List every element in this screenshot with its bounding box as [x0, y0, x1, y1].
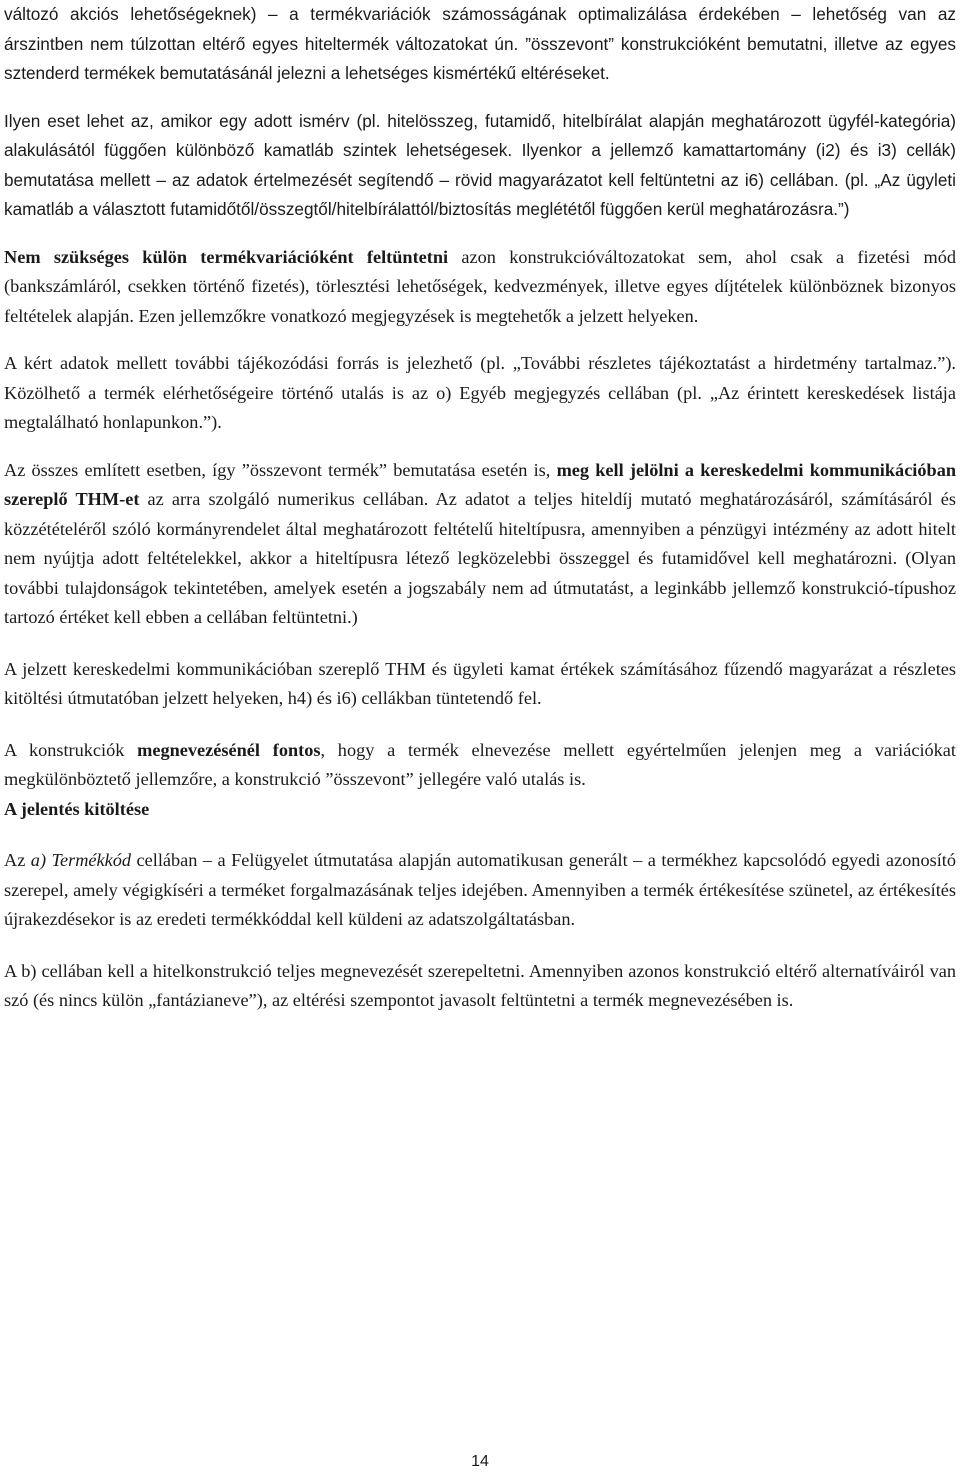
paragraph-thm-requirement — [4, 456, 956, 633]
paragraph-example-text: Ilyen eset lehet az, amikor egy adott ismérv (pl. hitelösszeg, futamidő, hitelbírálat alapján meghatározott ügyfél-kategória) alakulásától függően különböző kamatláb szintek lehetségesek. Ilyenkor a jellemző kamattartomány (i2) és i3) cellák) bemutatása mellett – az adatok értelmezését segítendő – rövid magyarázatot kell feltüntetni az i6) cellában. (pl. „Az ügyleti kamatláb a választott futamidőtől/összegtől/hitelbírálattól/biztosítás meglététől függően kerül meghatározásra.”) — [4, 110, 956, 219]
paragraph-product-code-text-1: Az — [4, 850, 31, 870]
paragraph-intro-continued: változó akciós lehetőségeknek) – a termékvariációk számosságának optimalizálása érdekében – lehetőség van az árszintben nem túlzottan eltérő egyes hiteltermék változatokat ún. ”összevont” konstrukcióként bemutatni, illetve az egyes sztenderd termékek bemutatásánál jelezni a lehetséges kismértékű eltéréseket. — [4, 4, 956, 83]
bold-phrase-thm: meg kell jelölni a kereskedelmi kommunikációban szereplő THM-et — [4, 459, 957, 509]
paragraph-naming-text-1: A konstrukciók — [4, 739, 138, 760]
paragraph-thm-text-1: Az összes említett esetben, így ”összevont termék” bemutatása esetén is, — [4, 459, 557, 480]
document-page — [4, 0, 956, 1016]
paragraph-product-name: A b) cellában kell a hitelkonstrukció teljes megnevezését szerepeltetni. Amennyiben azonos konstrukció eltérő alternatíváiról van szó (és nincs külön „fantázianeve”), az eltérési szempontot javasolt feltüntetni a termék megnevezésében is. — [4, 960, 956, 1010]
paragraph-thm-explanation: A jelzett kereskedelmi kommunikációban szereplő THM és ügyleti kamat értékek számításához fűzendő magyarázat a részletes kitöltési útmutatóban jelzett helyeken, h4) és i6) cellákban tüntetendő fel. — [4, 658, 956, 708]
paragraph-thm-text-2: az arra szolgáló numerikus cellában. Az adatot a teljes hiteldíj mutató meghatározásáról, számításáról és közzétételéről szóló kormányrendelet által meghatározott feltételű hiteltípusra, amennyiben a pénzügyi intézmény az adott hitelt nem nyújtja adott feltételekkel, akkor a hiteltípusra létező legközelebbi összeggel és futamidővel kell meghatározni. (Olyan további tulajdonságok tekintetében, amelyek esetén a jogszabály nem ad útmutatást, a leginkább jellemző konstrukció-típushoz tartozó értéket kell ebben a cellában feltüntetni.) — [4, 489, 956, 627]
italic-phrase-product-code: a) Termékkód — [30, 850, 132, 870]
paragraph-product-code-text-2: cellában – a Felügyelet útmutatása alapján automatikusan generált – a termékhez kapcsolódó egyedi azonosító szerepel, amely végigkíséri a terméket forgalmazásának teljes idejében. Amennyiben a termék értékesítése szünetel, az értékesítés újrakezdésekor is az eredeti termékkóddal kell küldeni az adatszolgáltatásban. — [4, 850, 956, 929]
paragraph-example-case — [4, 107, 956, 225]
paragraph-no-separate-variant-text: azon konstrukcióváltozatokat sem, ahol csak a fizetési mód (bankszámláról, csekken történő fizetés), törlesztési lehetőségek, kedvezmények, illetve egyes díjtételek különböznek bizonyos feltételek alapján. Ezen jellemzőkre vonatkozó megjegyzések is megtehetők a jelzett helyeken. — [4, 246, 956, 326]
section-heading: A jelentés kitöltése — [4, 798, 150, 819]
paragraph-naming-text-2: , hogy a termék elnevezése mellett egyértelműen jelenjen meg a variációkat megkülönböztető jellemzőre, a konstrukció ”összevont” jellegére való utalás is. — [4, 739, 956, 789]
paragraph-additional-source: A kért adatok mellett további tájékozódási forrás is jelezhető (pl. „További részletes tájékoztatást a hirdetmény tartalmaz.”). Közölhető a termék elérhetőségeire történő utalás is az o) Egyéb megjegyzés cellában (pl. „Az érintett kereskedések listája megtalálható honlapunkon.”). — [4, 353, 956, 432]
paragraph-no-separate-variant — [4, 243, 956, 332]
paragraph-naming — [4, 736, 956, 795]
page-number: 14 — [471, 1453, 489, 1470]
paragraph-product-code — [4, 846, 956, 935]
bold-phrase-no-separate-variant: Nem szükséges külön termékvariációként feltüntetni — [4, 246, 449, 267]
bold-phrase-naming: megnevezésénél fontos — [137, 739, 321, 760]
